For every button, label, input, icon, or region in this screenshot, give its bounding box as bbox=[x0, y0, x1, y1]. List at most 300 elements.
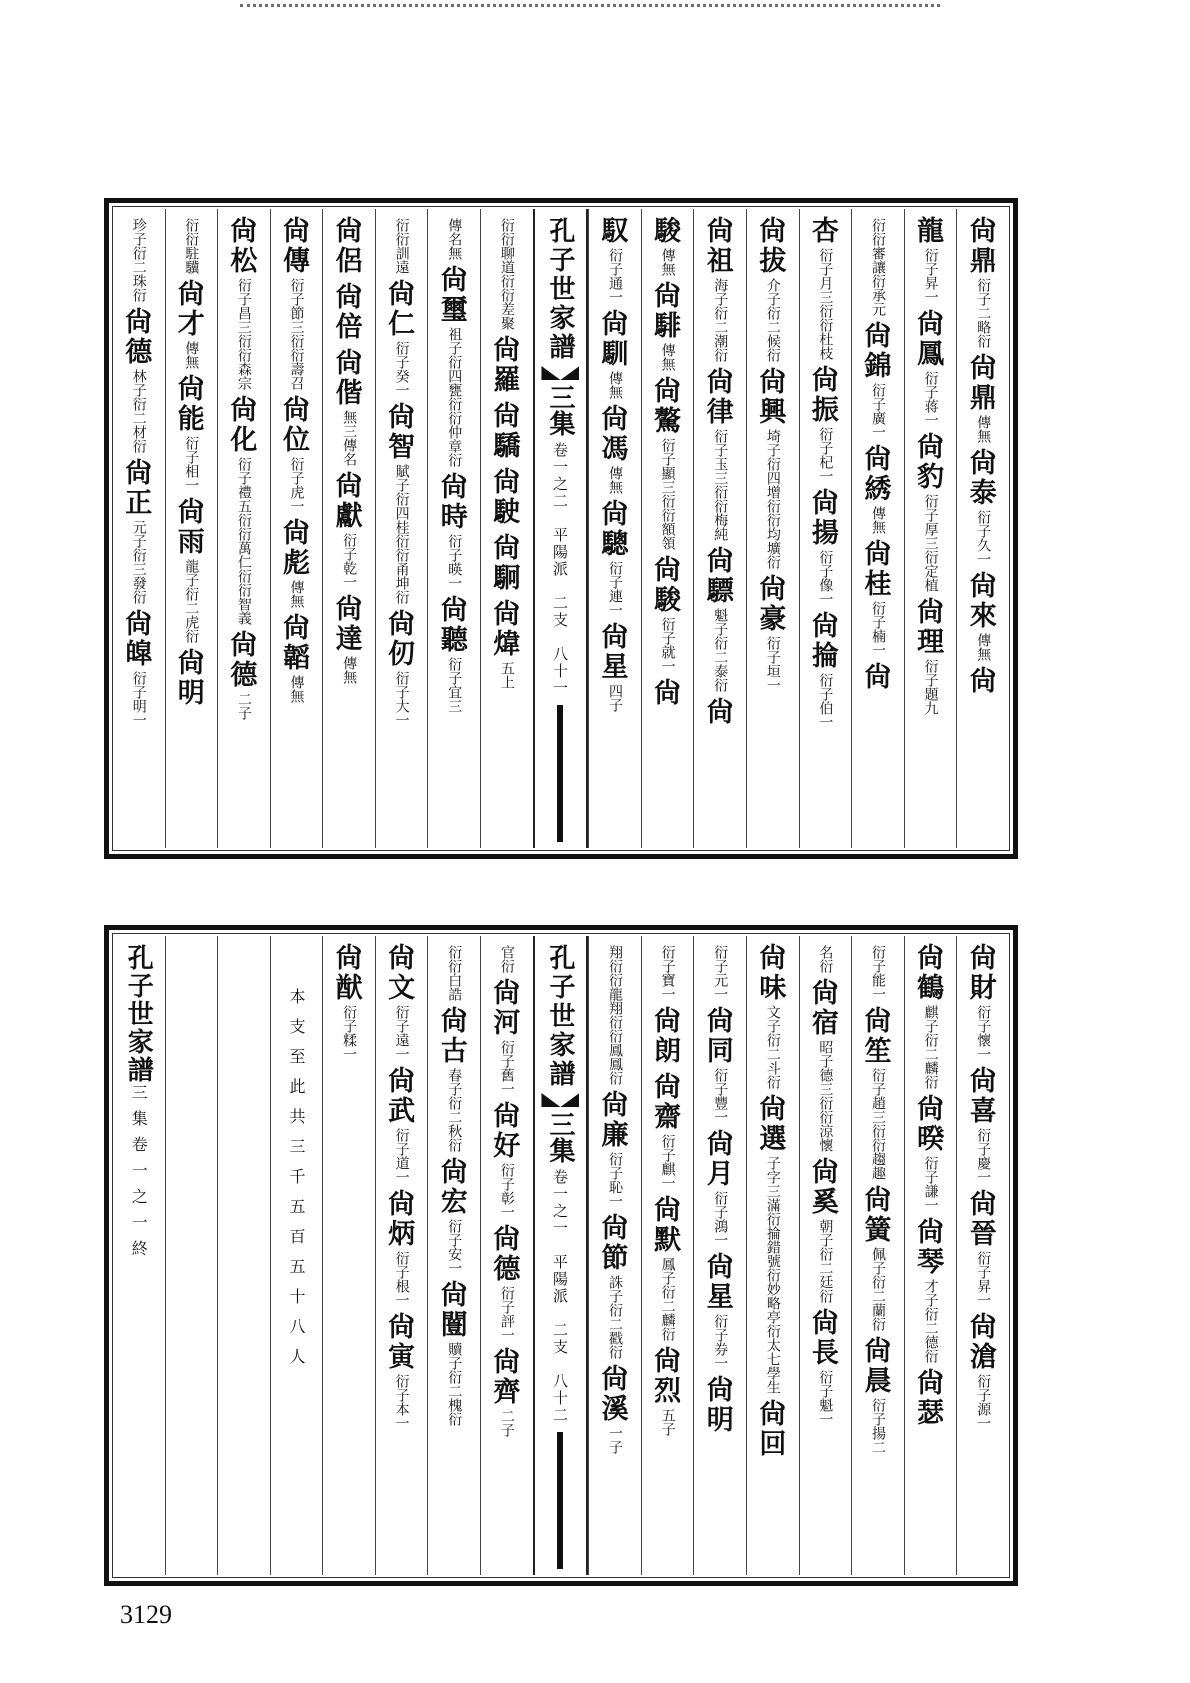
person-name: 尙 來 bbox=[969, 571, 997, 632]
person-note: 衍子道一 bbox=[393, 1128, 410, 1184]
person-note: 衍子舊一 bbox=[498, 1040, 515, 1096]
person-note: 傳無 bbox=[975, 415, 992, 443]
genealogy-column bbox=[270, 936, 323, 1575]
person-name: 尙 德 bbox=[230, 630, 258, 691]
person-name: 龍 bbox=[917, 216, 945, 247]
person-note: 四子 bbox=[607, 684, 624, 712]
person-name: 尙 齊 bbox=[493, 1347, 521, 1408]
person-note: 朝子衍二廷衍 bbox=[817, 1219, 834, 1303]
genealogy-entry bbox=[916, 433, 946, 592]
person-note: 衍子本一 bbox=[393, 1374, 410, 1430]
person-note: 衍子通一 bbox=[607, 248, 624, 304]
genealogy-column bbox=[588, 209, 641, 848]
person-name: 尙 倍 bbox=[335, 282, 363, 343]
person-note: 衍子楠一 bbox=[870, 601, 887, 657]
genealogy-entry bbox=[707, 1376, 734, 1436]
genealogy-entry bbox=[124, 217, 154, 302]
person-note: 傳名無 bbox=[446, 218, 463, 260]
person-note: 衍子宜三 bbox=[446, 657, 463, 713]
genealogy-entry bbox=[653, 377, 683, 550]
genealogy-entry bbox=[387, 610, 417, 727]
person-name: 尙 錦 bbox=[864, 321, 892, 382]
person-name: 尙 羅 bbox=[493, 335, 521, 396]
person-name: 尙 明 bbox=[706, 1375, 734, 1436]
person-name: 尙 祖 bbox=[706, 216, 734, 277]
person-name: 尙 炳 bbox=[388, 1189, 416, 1250]
genealogy-entry bbox=[492, 1348, 522, 1437]
genealogy-entry bbox=[863, 1007, 893, 1180]
person-note: 鳳子衍二麟衍 bbox=[659, 1257, 676, 1341]
person-note: 衍子大一 bbox=[393, 671, 410, 727]
genealogy-entry bbox=[968, 449, 998, 566]
genealogy-entry bbox=[705, 368, 735, 541]
genealogy-entry bbox=[387, 1190, 417, 1307]
person-name: 尙 璽 bbox=[440, 265, 468, 326]
person-name: 尙 長 bbox=[811, 1308, 839, 1369]
genealogy-entry bbox=[968, 217, 998, 348]
person-note: 衍子揚二 bbox=[870, 1398, 887, 1454]
person-name: 尙 鼎 bbox=[969, 216, 997, 277]
branch-total-note: 本支至此共三千五百五十八人 bbox=[286, 988, 306, 1378]
genealogy-column bbox=[375, 936, 428, 1575]
genealogy-entry bbox=[387, 1313, 417, 1430]
genealogy-entry bbox=[439, 596, 469, 713]
person-name: 尙 達 bbox=[335, 594, 363, 655]
person-name: 尙 理 bbox=[917, 597, 945, 658]
person-note: 介子衍二候衍 bbox=[764, 278, 781, 362]
genealogy-entry bbox=[863, 322, 893, 439]
person-name: 尙 化 bbox=[230, 395, 258, 456]
person-note: 衍子像一 bbox=[817, 550, 834, 606]
person-name: 尙 德 bbox=[125, 307, 153, 368]
person-note: 衍子虎一 bbox=[288, 457, 305, 513]
genealogy-entry bbox=[705, 944, 735, 1001]
spine-rule bbox=[557, 705, 563, 842]
genealogy-entry bbox=[863, 445, 893, 534]
genealogy-column bbox=[904, 209, 957, 848]
person-note: 衍子伯一 bbox=[817, 673, 834, 729]
person-name: 尙 驁 bbox=[654, 376, 682, 437]
genealogy-entry bbox=[968, 944, 998, 1061]
genealogy-entry bbox=[705, 1130, 735, 1247]
person-note: 衍子糅一 bbox=[341, 1005, 358, 1061]
blank-column bbox=[165, 936, 218, 1575]
genealogy-entry bbox=[493, 534, 520, 594]
person-note: 龍子衍二虎衍 bbox=[183, 559, 200, 643]
person-name: 尙 古 bbox=[440, 1006, 468, 1067]
genealogy-column bbox=[904, 936, 957, 1575]
genealogy-entry bbox=[653, 1347, 683, 1436]
person-name: 尙 bbox=[706, 697, 734, 728]
person-name: 尙 同 bbox=[706, 1006, 734, 1067]
person-note: 埼子衍四增衍衍均壙衍 bbox=[764, 429, 781, 569]
person-name: 尙 bbox=[654, 678, 682, 709]
genealogy-entry bbox=[334, 349, 364, 466]
genealogy-entry bbox=[387, 280, 417, 397]
person-note: 衍子題九 bbox=[922, 659, 939, 715]
person-note: 五子 bbox=[659, 1408, 676, 1436]
genealogy-column bbox=[641, 936, 694, 1575]
person-note: 林子衍二材衍 bbox=[130, 369, 147, 453]
person-note: 衍子券一 bbox=[712, 1314, 729, 1370]
genealogy-entry bbox=[439, 217, 469, 260]
genealogy-entry bbox=[968, 1067, 998, 1184]
genealogy-entry bbox=[334, 944, 364, 1061]
person-note: 衍子二略衍 bbox=[975, 278, 992, 348]
genealogy-entry bbox=[810, 366, 840, 483]
person-note: 官衍 bbox=[498, 945, 515, 973]
person-name: 尙 溪 bbox=[601, 1364, 629, 1425]
person-name: 尙 律 bbox=[706, 367, 734, 428]
person-note: 無三傳名 bbox=[341, 410, 358, 466]
person-name: 尙 bbox=[864, 662, 892, 693]
genealogy-column bbox=[533, 209, 589, 848]
person-name: 尙 豹 bbox=[917, 432, 945, 493]
person-note: 衍子月三衍衍杜枝 bbox=[817, 248, 834, 360]
person-note: 祖子衍四甕衍衍仲章衍 bbox=[446, 327, 463, 467]
genealogy-entry bbox=[865, 663, 892, 693]
person-name: 尙 河 bbox=[493, 978, 521, 1039]
person-note: 衍子連一 bbox=[607, 561, 624, 617]
genealogy-entry bbox=[176, 498, 206, 643]
person-note: 傳無 bbox=[975, 633, 992, 661]
genealogy-entry bbox=[654, 679, 681, 709]
genealogy-entry bbox=[176, 375, 206, 492]
genealogy-column bbox=[217, 209, 270, 848]
person-name: 尙 綉 bbox=[864, 444, 892, 505]
person-name: 尙 晨 bbox=[864, 1336, 892, 1397]
genealogy-entry bbox=[970, 667, 997, 697]
person-name: 尙 選 bbox=[759, 1094, 787, 1155]
person-name: 尙 驃 bbox=[706, 546, 734, 607]
genealogy-entry bbox=[810, 612, 840, 729]
person-name: 尙 德 bbox=[493, 1224, 521, 1285]
genealogy-column bbox=[427, 209, 480, 848]
genealogy-entry bbox=[334, 472, 364, 589]
person-name: 尙 聽 bbox=[440, 595, 468, 656]
genealogy-entry bbox=[810, 217, 840, 360]
genealogy-column bbox=[480, 936, 533, 1575]
person-note: 衍子源一 bbox=[975, 1374, 992, 1430]
person-note: 衍子玉三衍衍梅純 bbox=[712, 429, 729, 541]
genealogy-column bbox=[851, 936, 904, 1575]
genealogy-entry bbox=[176, 280, 206, 369]
upper-page bbox=[104, 198, 1018, 859]
person-note: 珍子衍二珠衍 bbox=[130, 218, 147, 302]
person-note: 海子衍二潮衍 bbox=[712, 278, 729, 362]
person-note: 衍子暎一 bbox=[446, 534, 463, 590]
person-name: 尙 侶 bbox=[335, 216, 363, 277]
person-note: 衍子遠一 bbox=[393, 1005, 410, 1061]
person-name: 尙 騑 bbox=[654, 281, 682, 342]
person-name: 尙 位 bbox=[282, 395, 310, 456]
person-note: 五上 bbox=[498, 661, 515, 689]
person-note: 子字三滿衍掄錯號衍妙略亭衍太七學生 bbox=[764, 1156, 781, 1394]
genealogy-entry bbox=[600, 1091, 630, 1208]
genealogy-entry bbox=[336, 283, 363, 343]
genealogy-column bbox=[956, 209, 1009, 848]
spine-collection: 三集 bbox=[544, 384, 575, 436]
person-name: 尙 齋 bbox=[654, 1072, 682, 1133]
person-note: 衍子魁一 bbox=[817, 1370, 834, 1426]
person-name: 尙 駿 bbox=[654, 555, 682, 616]
genealogy-column bbox=[427, 936, 480, 1575]
person-name: 尙 滄 bbox=[969, 1312, 997, 1373]
scan-edge-noise bbox=[240, 4, 940, 19]
genealogy-entry bbox=[493, 402, 520, 462]
person-name: 尙 回 bbox=[759, 1399, 787, 1460]
genealogy-entry bbox=[492, 217, 522, 330]
person-name: 尙 琴 bbox=[917, 1217, 945, 1278]
genealogy-entry bbox=[968, 354, 998, 443]
person-note: 傳無 bbox=[607, 466, 624, 494]
person-note: 春子衍二秋衍 bbox=[446, 1068, 463, 1152]
genealogy-entry bbox=[705, 1007, 735, 1124]
genealogy-column bbox=[322, 936, 375, 1575]
person-name: 尙 駉 bbox=[493, 533, 521, 594]
person-note: 衍子豐一 bbox=[712, 1068, 729, 1124]
genealogy-entry bbox=[439, 1007, 469, 1152]
genealogy-column bbox=[322, 209, 375, 848]
person-note: 衍子顯三衍衍額領 bbox=[659, 438, 676, 550]
genealogy-entry bbox=[653, 556, 683, 673]
person-note: 衍衍訓遠 bbox=[393, 218, 410, 274]
person-note: 衍子能一 bbox=[870, 945, 887, 1001]
genealogy-entry bbox=[334, 595, 364, 684]
genealogy-entry bbox=[387, 217, 417, 274]
genealogy-entry bbox=[653, 1073, 683, 1190]
genealogy-column bbox=[956, 936, 1009, 1575]
person-note: 贖子衍二槐衍 bbox=[446, 1342, 463, 1426]
person-note: 衍子彰一 bbox=[498, 1163, 515, 1219]
genealogy-entry bbox=[176, 217, 206, 274]
person-name: 杏 bbox=[811, 216, 839, 247]
genealogy-entry bbox=[758, 217, 788, 362]
person-name: 尙 猷 bbox=[335, 943, 363, 1004]
person-note: 衍子恥一 bbox=[607, 1152, 624, 1208]
genealogy-entry bbox=[600, 217, 630, 304]
person-name: 尙 鳳 bbox=[917, 309, 945, 370]
person-note: 二子 bbox=[498, 1409, 515, 1437]
genealogy-entry bbox=[810, 489, 840, 606]
person-name: 尙 簧 bbox=[864, 1185, 892, 1246]
genealogy-entry bbox=[758, 1095, 788, 1394]
person-name: 尙 智 bbox=[388, 402, 416, 463]
person-note: 衍子根一 bbox=[393, 1251, 410, 1307]
person-name: 尙 拔 bbox=[759, 216, 787, 277]
genealogy-entry bbox=[759, 1400, 786, 1460]
person-note: 衍子垣一 bbox=[764, 636, 781, 692]
person-note: 衍衍駐驥 bbox=[183, 218, 200, 274]
person-name: 尙 朗 bbox=[654, 1006, 682, 1067]
genealogy-entry bbox=[439, 944, 469, 1001]
lower-columns bbox=[113, 936, 1009, 1575]
genealogy-entry bbox=[492, 1102, 522, 1219]
person-name: 尙 馴 bbox=[601, 309, 629, 370]
genealogy-entry bbox=[281, 217, 311, 390]
person-name: 尙 奚 bbox=[811, 1157, 839, 1218]
person-name: 尙 月 bbox=[706, 1129, 734, 1190]
genealogy-entry bbox=[600, 1214, 630, 1359]
genealogy-entry bbox=[810, 1158, 840, 1303]
spine-rule bbox=[557, 1432, 563, 1569]
genealogy-entry bbox=[493, 336, 520, 396]
genealogy-column bbox=[746, 209, 799, 848]
genealogy-entry bbox=[916, 1218, 946, 1363]
person-note: 衍子元一 bbox=[712, 945, 729, 1001]
genealogy-column bbox=[533, 936, 589, 1575]
person-name: 尙 鶴 bbox=[917, 943, 945, 1004]
genealogy-entry bbox=[492, 944, 522, 973]
person-note: 傳無 bbox=[659, 343, 676, 371]
genealogy-entry bbox=[653, 944, 683, 1001]
genealogy-entry bbox=[492, 979, 522, 1096]
genealogy-entry bbox=[705, 547, 735, 692]
genealogy-entry bbox=[439, 1158, 469, 1275]
person-note: 衍子昇一 bbox=[975, 1251, 992, 1307]
person-note: 傳無 bbox=[288, 580, 305, 608]
genealogy-entry bbox=[758, 368, 788, 569]
person-note: 衍子厚三衍定植 bbox=[922, 494, 939, 592]
person-name: 尙 宏 bbox=[440, 1157, 468, 1218]
person-note: 衍子節三衍衍壽召 bbox=[288, 278, 305, 390]
person-name: 尙 揚 bbox=[811, 488, 839, 549]
genealogy-entry bbox=[863, 217, 893, 316]
person-note: 衍子謙一 bbox=[922, 1156, 939, 1212]
person-name: 尙 烈 bbox=[654, 1346, 682, 1407]
person-note: 賦子衍四桂衍衍甬坤衍 bbox=[393, 464, 410, 604]
genealogy-entry bbox=[916, 944, 946, 1089]
person-name: 尙 默 bbox=[654, 1195, 682, 1256]
person-note: 誅子衍二戳衍 bbox=[607, 1275, 624, 1359]
genealogy-entry bbox=[968, 1190, 998, 1307]
person-name: 尙 喜 bbox=[969, 1066, 997, 1127]
person-note: 衍子安一 bbox=[446, 1219, 463, 1275]
genealogy-entry bbox=[124, 308, 154, 453]
page-number: 3129 bbox=[120, 1600, 172, 1629]
genealogy-entry bbox=[916, 1095, 946, 1212]
genealogy-entry bbox=[600, 623, 630, 712]
spine-volume-info: 卷一之二 平陽派 二支 八十一 bbox=[550, 442, 569, 697]
person-note: 魁子衍二泰衍 bbox=[712, 608, 729, 692]
person-name: 尙 偕 bbox=[335, 348, 363, 409]
genealogy-entry bbox=[387, 944, 417, 1061]
person-note: 衍子蒋一 bbox=[922, 371, 939, 427]
person-note: 傳無 bbox=[659, 248, 676, 276]
person-name: 尙 馮 bbox=[601, 404, 629, 465]
person-name: 尙 泰 bbox=[969, 448, 997, 509]
genealogy-column bbox=[641, 209, 694, 848]
person-name: 尙 廉 bbox=[601, 1090, 629, 1151]
person-name: 尙 興 bbox=[759, 367, 787, 428]
person-name: 尙 財 bbox=[969, 943, 997, 1004]
person-name: 尙 瑟 bbox=[917, 1368, 945, 1429]
genealogy-column bbox=[588, 936, 641, 1575]
person-note: 衍子廣一 bbox=[870, 383, 887, 439]
person-note: 二子 bbox=[235, 692, 252, 720]
genealogy-column bbox=[799, 209, 852, 848]
person-note: 一子 bbox=[607, 1426, 624, 1454]
person-name: 尙 桂 bbox=[864, 539, 892, 600]
genealogy-entry bbox=[492, 1225, 522, 1342]
person-note: 文子衍二斗衍 bbox=[764, 1005, 781, 1089]
person-name: 尙 獻 bbox=[335, 471, 363, 532]
person-name: 尙 暌 bbox=[917, 1094, 945, 1155]
genealogy-column bbox=[693, 936, 746, 1575]
genealogy-entry bbox=[281, 614, 311, 703]
person-name: 尙 鼎 bbox=[969, 353, 997, 414]
book-title: 孔子世家譜 bbox=[123, 944, 154, 1084]
person-note: 衍子寶一 bbox=[659, 945, 676, 1001]
genealogy-entry bbox=[810, 979, 840, 1152]
person-name: 尙 煒 bbox=[493, 599, 521, 660]
person-note: 佩子衍二蘭衍 bbox=[870, 1247, 887, 1331]
genealogy-column bbox=[746, 936, 799, 1575]
person-name: 馭 bbox=[601, 216, 629, 247]
volume-end-note: 三集卷一之一終 bbox=[129, 1084, 149, 1266]
person-name: 尙 文 bbox=[388, 943, 416, 1004]
genealogy-entry bbox=[387, 1067, 417, 1184]
person-name: 尙 晉 bbox=[969, 1189, 997, 1250]
genealogy-entry bbox=[124, 610, 154, 727]
genealogy-entry bbox=[916, 598, 946, 715]
person-note: 傳無 bbox=[288, 675, 305, 703]
person-name: 尙 驄 bbox=[601, 499, 629, 560]
genealogy-column bbox=[480, 209, 533, 848]
genealogy-entry bbox=[492, 600, 522, 689]
genealogy-entry bbox=[439, 473, 469, 590]
genealogy-entry bbox=[600, 310, 630, 399]
person-name: 尙 正 bbox=[125, 458, 153, 519]
genealogy-entry bbox=[810, 944, 840, 973]
fishtail-mark bbox=[541, 366, 579, 380]
genealogy-entry bbox=[916, 310, 946, 427]
genealogy-column bbox=[270, 209, 323, 848]
upper-columns bbox=[113, 209, 1009, 848]
genealogy-entry bbox=[654, 1007, 681, 1067]
genealogy-entry bbox=[439, 1281, 469, 1426]
genealogy-entry bbox=[917, 1369, 944, 1429]
person-note: 翔衍衍龍翔衍衍鳳鳳衍 bbox=[607, 945, 624, 1085]
genealogy-column bbox=[375, 209, 428, 848]
person-name: 駿 bbox=[654, 216, 682, 247]
person-name: 尙 闓 bbox=[440, 1280, 468, 1341]
spine-volume-info: 卷一之一 平陽派 二支 八十二 bbox=[550, 1169, 569, 1424]
genealogy-entry bbox=[707, 698, 734, 728]
person-name: 尙 笙 bbox=[864, 1006, 892, 1067]
genealogy-entry bbox=[810, 1309, 840, 1426]
person-note: 衍子麒一 bbox=[659, 1134, 676, 1190]
person-name: 尙 彪 bbox=[282, 518, 310, 579]
person-name: 尙 宿 bbox=[811, 978, 839, 1039]
spine-title: 孔子世家譜 bbox=[544, 944, 575, 1089]
person-name: 尙 驕 bbox=[493, 401, 521, 462]
genealogy-entry bbox=[863, 944, 893, 1001]
person-name: 尙 星 bbox=[706, 1252, 734, 1313]
person-name: 尙 仁 bbox=[388, 279, 416, 340]
person-name: 尙 豪 bbox=[759, 574, 787, 635]
genealogy-column bbox=[113, 936, 165, 1575]
genealogy-entry bbox=[124, 459, 154, 604]
genealogy-entry bbox=[916, 217, 946, 304]
person-note: 衍子明一 bbox=[130, 671, 147, 727]
person-note: 傳無 bbox=[183, 341, 200, 369]
person-name: 尙 節 bbox=[601, 1213, 629, 1274]
person-note: 元子衍三發衍 bbox=[130, 520, 147, 604]
person-name: 尙 韜 bbox=[282, 613, 310, 674]
person-name: 尙 好 bbox=[493, 1101, 521, 1162]
person-note: 衍子鴻一 bbox=[712, 1191, 729, 1247]
